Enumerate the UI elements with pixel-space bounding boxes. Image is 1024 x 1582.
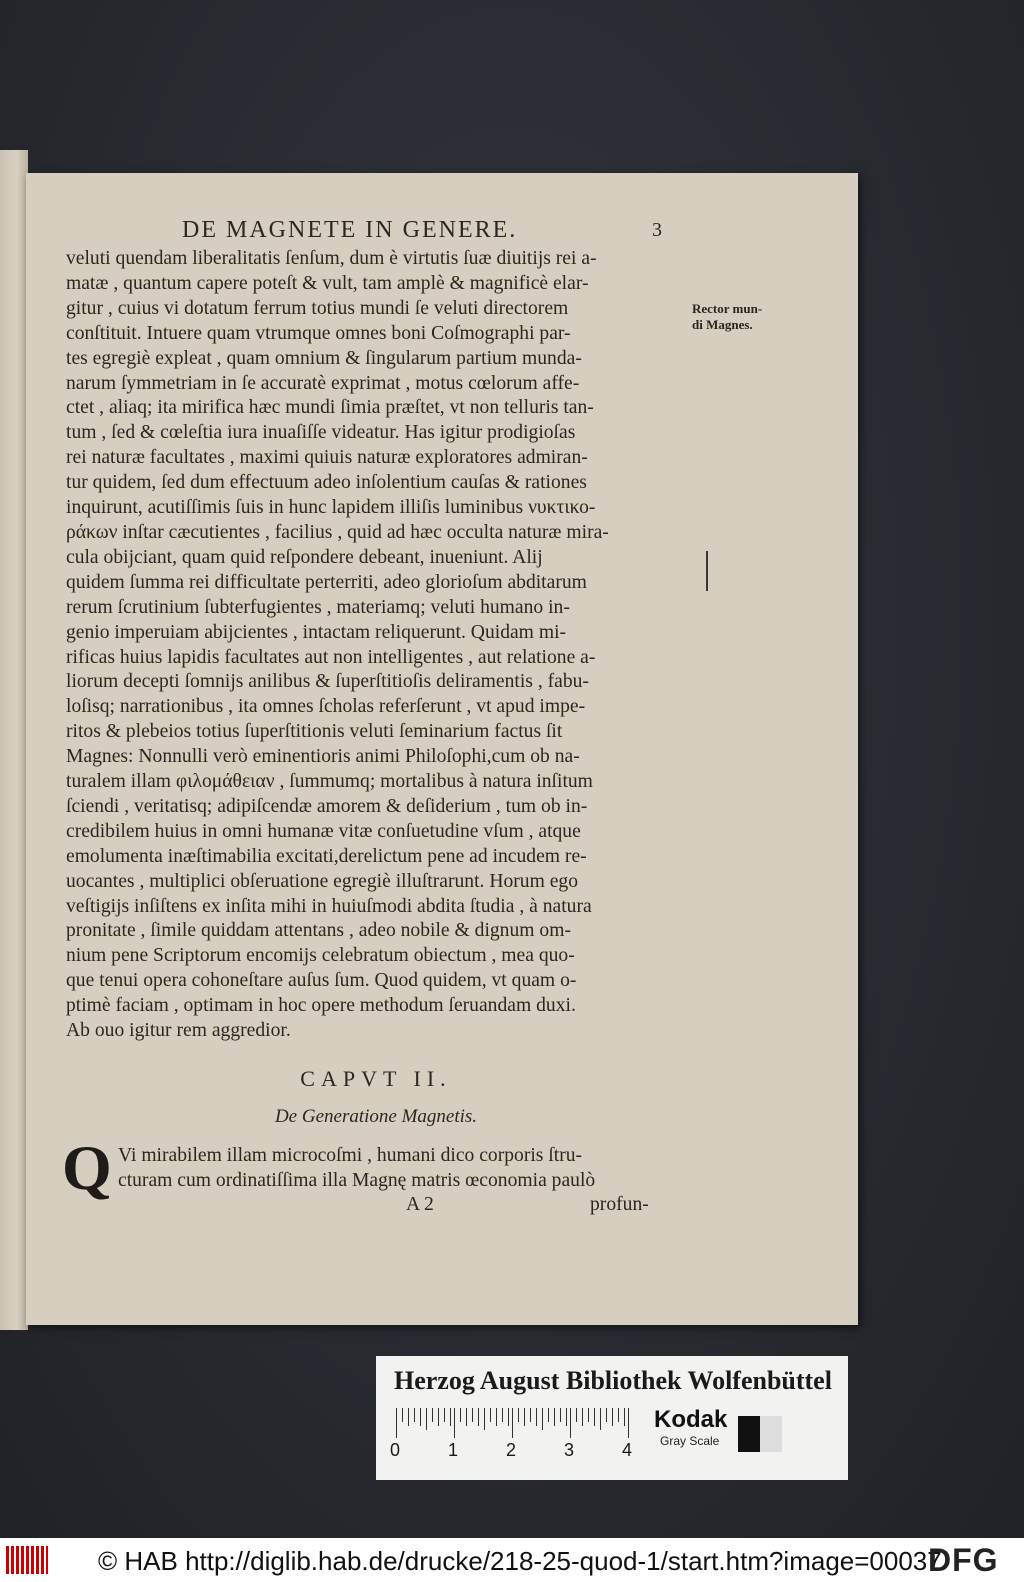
signature-mark: A 2 [406, 1193, 434, 1215]
ruler-tick [438, 1408, 439, 1426]
ruler-tick [554, 1408, 555, 1426]
ruler-number: 1 [448, 1440, 459, 1460]
ruler-tick [566, 1408, 567, 1426]
ruler-tick [478, 1408, 479, 1426]
text-line: ctet , aliaq; ita mirifica hæc mundi ſimia præſtet, vt non telluris tan- [66, 397, 594, 419]
text-line: ſciendi , veritatisq; adipiſcendæ amorem & deſiderium , tum ob in- [66, 795, 588, 817]
ruler-tick [600, 1408, 601, 1430]
ruler-tick [466, 1408, 467, 1426]
ruler-tick [414, 1408, 415, 1422]
text-line: tur quidem, ſed dum effectuum adeo inſolentium cauſas & rationes [66, 472, 587, 494]
margin-note [692, 301, 762, 333]
ruler [396, 1408, 636, 1438]
running-title: DE MAGNETE IN GENERE. [182, 217, 518, 243]
text-line: pronitate , ſimile quiddam attentans , adeo nobile & dignum om- [66, 920, 571, 942]
ruler-tick [518, 1408, 519, 1422]
ruler-tick [420, 1408, 421, 1426]
ruler-number: 3 [564, 1440, 575, 1460]
dfg-logo: DFG [928, 1542, 999, 1578]
ruler-tick [512, 1408, 513, 1438]
margin-note-line: Rector mun- [692, 301, 763, 316]
drop-cap: Q [62, 1132, 112, 1203]
text-line: tes egregiè expleat , quam omnium & ſingularum partium munda- [66, 347, 582, 369]
ruler-tick [396, 1408, 397, 1438]
footer-bar [0, 1538, 1024, 1582]
text-line: turalem illam φιλομάθειαν , ſummumq; mortalibus à natura inſitum [66, 771, 593, 793]
text-line: rerum ſcrutinium ſubterfugientes , materiamq; veluti humano in- [66, 596, 570, 618]
ruler-tick [408, 1408, 409, 1426]
signature-line [66, 1194, 686, 1219]
text-line: inquirunt, acutiſſimis ſuis in hunc lapidem illiſis luminibus νυκτικο- [66, 497, 596, 519]
text-line: Magnes: Nonnulli verò eminentioris animi Philoſophi,cum ob na- [66, 746, 580, 768]
text-line: uocantes , multiplici obſeruatione egregiè illuſtrarunt. Horum ego [66, 870, 579, 892]
ruler-tick [460, 1408, 461, 1422]
footer-credit[interactable]: © HAB http://diglib.hab.de/drucke/218-25-quod-1/start.htm?image=00037 [98, 1546, 942, 1576]
text-line: Vi mirabilem illam microcoſmi , humani dico corporis ſtru- [118, 1145, 583, 1166]
ruler-tick [606, 1408, 607, 1422]
ruler-tick [496, 1408, 497, 1426]
text-line: veluti quendam liberalitatis ſenſum, dum è virtutis ſuæ diuitijs rei a- [66, 248, 597, 269]
text-line: rificas huius lapidis facultates aut non intelligentes , aut relatione a- [66, 646, 596, 668]
ruler-tick [576, 1408, 577, 1422]
ruler-tick [588, 1408, 589, 1422]
ruler-tick [426, 1408, 427, 1430]
left-page-edge [0, 150, 28, 1330]
chapter-subtitle: De Generatione Magnetis. [274, 1106, 478, 1127]
margin-bracket [706, 551, 708, 591]
text-line: que tenui opera cohoneſtare auſus ſum. Quod quidem, vt quam o- [66, 970, 577, 992]
ruler-tick [542, 1408, 543, 1430]
page-number: 3 [652, 219, 662, 241]
text-line: rei naturæ facultates , maximi quiuis naturæ exploratores admiran- [66, 447, 588, 469]
ruler-tick [530, 1408, 531, 1422]
text-line: credibilem huius in omni humanæ vitæ conſuetudine vſum , atque [66, 820, 581, 842]
text-line: narum ſymmetriam in ſe accuratè exprimat , motus cœlorum affe- [66, 372, 580, 394]
ruler-tick [484, 1408, 485, 1430]
ruler-tick [618, 1408, 619, 1422]
text-line: ράκων inſtar cæcutientes , facilius , quid ad hæc occulta naturæ mira- [66, 521, 609, 543]
kodak-brand: Kodak [654, 1406, 728, 1433]
text-line: quidem ſumma rei difficultate perterriti, adeo glorioſum abditarum [66, 571, 587, 593]
text-line: Ab ouo igitur rem aggredior. [66, 1020, 291, 1042]
text-line: genio imperuiam abijcientes , intactam reliquerunt. Quidam mi- [66, 621, 567, 643]
ruler-tick [594, 1408, 595, 1426]
text-line: conſtituit. Intuere quam vtrumque omnes boni Coſmographi par- [66, 322, 571, 344]
text-line: veſtigijs inſiſtens ex inſita mihi in huiuſmodi abdita ſtudia , à natura [66, 895, 592, 917]
text-line: emolumenta inæſtimabilia excitati,derelictum pene ad incudem re- [66, 845, 587, 867]
text-line: nium pene Scriptorum encomijs celebratum obiectum , mea quo- [66, 945, 575, 967]
ruler-tick [628, 1408, 629, 1438]
ruler-tick [490, 1408, 491, 1422]
text-line: tum , ſed & cœleſtia iura inuaſiſſe videatur. Has igitur prodigioſas [66, 422, 576, 444]
ruler-tick [502, 1408, 503, 1422]
ruler-tick [402, 1408, 403, 1422]
ruler-tick [582, 1408, 583, 1426]
ruler-tick [624, 1408, 625, 1426]
ruler-tick [450, 1408, 451, 1426]
ruler-tick [508, 1408, 509, 1426]
ruler-number: 4 [622, 1440, 633, 1460]
catchword: profun- [590, 1193, 649, 1215]
page-content [62, 217, 806, 1219]
text-line: cturam cum ordinatiſſima illa Magnę matris œconomia paulò [118, 1169, 596, 1191]
text-line: ptimè faciam , optimam in hoc opere methodum ſeruandam duxi. [66, 995, 576, 1017]
margin-note-line: di Magnes. [692, 317, 753, 332]
text-line: ritos & plebeios totius ſuperſtitionis veluti ſeminarium factus ſit [66, 721, 563, 743]
paragraph-2 [62, 1132, 686, 1203]
ruler-tick [524, 1408, 525, 1426]
text-line: liorum decepti ſomnijs anilibus & ſuperſtitioſis deliramentis , fabu- [66, 671, 589, 693]
ruler-tick [560, 1408, 561, 1422]
paragraph-1 [66, 247, 686, 1044]
ruler-tick [432, 1408, 433, 1422]
ruler-number: 2 [506, 1440, 517, 1460]
ruler-tick [570, 1408, 571, 1438]
gray-scale-swatch [738, 1416, 782, 1452]
ruler-tick [612, 1408, 613, 1426]
text-line: loſisq; narrationibus , ita omnes ſcholas referſerunt , vt apud impe- [66, 696, 586, 718]
chapter-heading: CAPVT II. [300, 1066, 452, 1091]
ruler-tick [548, 1408, 549, 1422]
ruler-tick [454, 1408, 455, 1438]
text-line: gitur , cuius vi dotatum ferrum totius mundi ſe veluti directorem [66, 297, 569, 319]
ruler-tick [536, 1408, 537, 1426]
ruler-number: 0 [390, 1440, 401, 1460]
gray-scale-caption: Gray Scale [660, 1434, 720, 1448]
hab-logo-icon [6, 1546, 48, 1574]
running-head [66, 217, 806, 247]
library-name: Herzog August Bibliothek Wolfenbüttel [394, 1366, 832, 1395]
book-page [26, 173, 858, 1325]
ruler-tick [472, 1408, 473, 1422]
ruler-tick [444, 1408, 445, 1422]
text-line: matæ , quantum capere poteſt & vult, tam amplè & magnificè elar- [66, 272, 589, 294]
library-label [376, 1356, 848, 1480]
text-line: cula obijciant, quam quid reſpondere debeant, inueniunt. Alij [66, 546, 543, 568]
